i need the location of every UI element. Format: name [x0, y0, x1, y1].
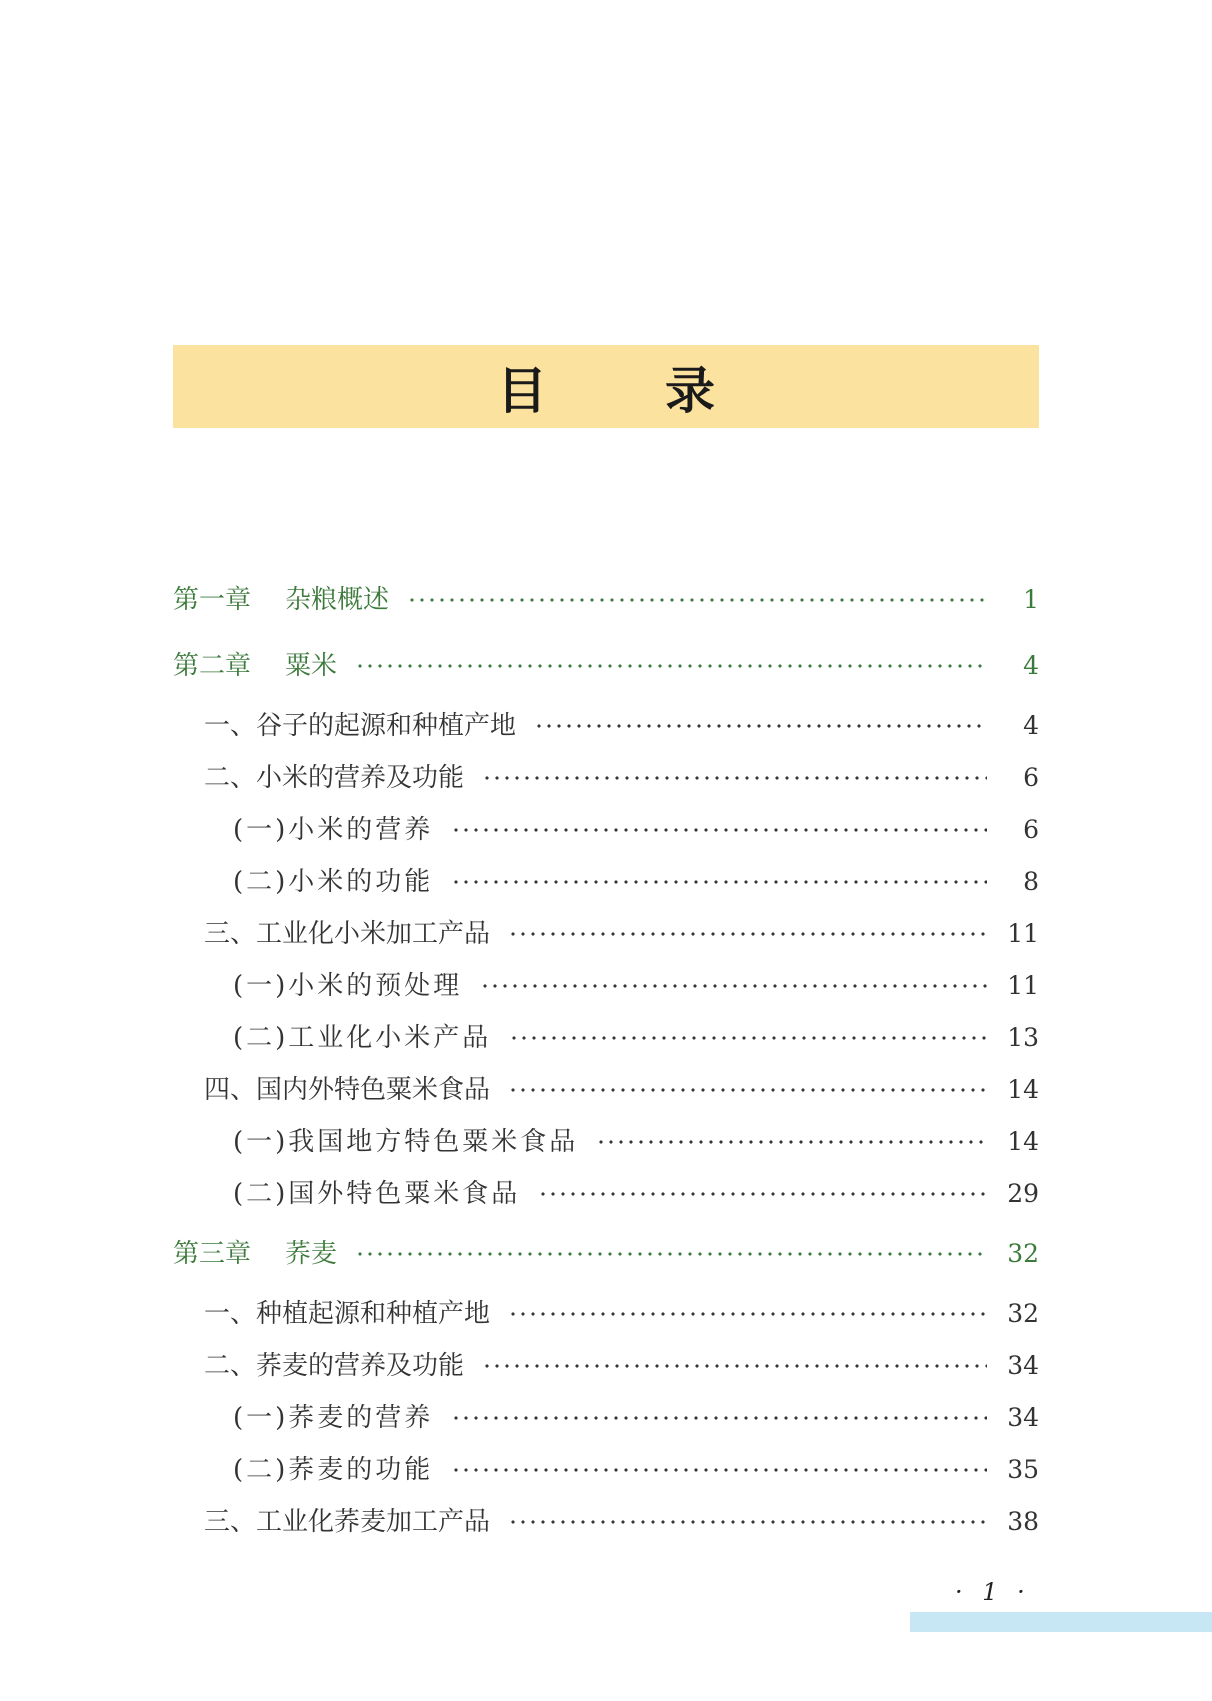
toc-entry-label: 二、小米的营养及功能	[204, 763, 465, 793]
toc-entry-label: 粟米	[285, 651, 338, 681]
toc-entry-chapter-2[interactable]	[173, 646, 1039, 686]
toc-title: 目录	[497, 361, 833, 420]
toc-entry-page: 11	[1007, 971, 1039, 1000]
dot-leader	[451, 1468, 987, 1472]
toc-entry-page: 34	[1007, 1351, 1039, 1380]
dot-leader	[596, 1140, 987, 1144]
toc-entry-page: 29	[1007, 1179, 1039, 1208]
dot-leader	[508, 1312, 987, 1316]
dot-leader	[407, 598, 987, 602]
toc-entry-subsection[interactable]	[173, 810, 1039, 850]
chapter-number: 第三章	[173, 1239, 252, 1269]
toc-entry-page: 35	[1007, 1455, 1039, 1484]
toc-entry-label: (二)荞麦的功能	[233, 1455, 434, 1485]
toc-entry-label: 四、国内外特色粟米食品	[204, 1075, 491, 1105]
dot-leader	[451, 880, 987, 884]
dot-leader	[480, 984, 987, 988]
toc-entry-subsection[interactable]	[173, 966, 1039, 1006]
dot-leader	[538, 1192, 987, 1196]
toc-entry-section[interactable]	[173, 1070, 1039, 1110]
toc-entry-page: 14	[1007, 1127, 1039, 1156]
toc-entry-page: 34	[1007, 1403, 1039, 1432]
dot-leader	[451, 1416, 987, 1420]
dot-leader	[451, 828, 987, 832]
toc-entry-label: 二、荞麦的营养及功能	[204, 1351, 465, 1381]
toc-entry-chapter-1[interactable]	[173, 580, 1039, 620]
toc-entry-section[interactable]	[173, 914, 1039, 954]
toc-entry-section[interactable]	[173, 1294, 1039, 1334]
toc-entry-page: 1	[1023, 585, 1039, 614]
toc-entry-label: 荞麦	[285, 1239, 338, 1269]
toc-entry-label: (二)工业化小米产品	[233, 1023, 492, 1053]
toc-entry-page: 13	[1007, 1023, 1039, 1052]
toc-entry-label: (一)小米的营养	[233, 815, 434, 845]
toc-entry-section[interactable]	[173, 706, 1039, 746]
toc-title-band	[173, 345, 1039, 428]
dot-leader	[355, 664, 987, 668]
toc-entry-label: (一)小米的预处理	[233, 971, 463, 1001]
toc-entry-page: 38	[1007, 1507, 1039, 1536]
dot-leader	[482, 1364, 987, 1368]
toc-entry-label: (一)我国地方特色粟米食品	[233, 1127, 579, 1157]
toc-entry-label: 杂粮概述	[285, 585, 390, 615]
toc-entry-page: 14	[1007, 1075, 1039, 1104]
toc-entry-label: (一)荞麦的营养	[233, 1403, 434, 1433]
toc-entry-label: 一、谷子的起源和种植产地	[204, 711, 517, 741]
toc-entry-page: 4	[1023, 711, 1039, 740]
page-number: · 1 ·	[955, 1578, 1031, 1606]
toc-entry-page: 6	[1023, 815, 1039, 844]
toc-entry-subsection[interactable]	[173, 1398, 1039, 1438]
dot-leader	[508, 1088, 987, 1092]
toc-entry-page: 32	[1007, 1299, 1039, 1328]
toc-entry-page: 11	[1007, 919, 1039, 948]
toc-entry-page: 6	[1023, 763, 1039, 792]
dot-leader	[508, 1520, 987, 1524]
dot-leader	[482, 776, 987, 780]
toc-entry-subsection[interactable]	[173, 862, 1039, 902]
toc-entry-label: 一、种植起源和种植产地	[204, 1299, 491, 1329]
toc-entry-page: 4	[1023, 651, 1039, 680]
chapter-number: 第一章	[173, 585, 252, 615]
toc-entry-label: (二)小米的功能	[233, 867, 434, 897]
toc-entry-subsection[interactable]	[173, 1018, 1039, 1058]
toc-entry-label: 三、工业化小米加工产品	[204, 919, 491, 949]
dot-leader	[509, 1036, 987, 1040]
toc-entry-subsection[interactable]	[173, 1122, 1039, 1162]
toc-entry-label: (二)国外特色粟米食品	[233, 1179, 521, 1209]
chapter-number: 第二章	[173, 651, 252, 681]
toc-entry-subsection[interactable]	[173, 1174, 1039, 1214]
toc-entry-section[interactable]	[173, 1346, 1039, 1386]
toc-entry-page: 8	[1023, 867, 1039, 896]
toc-entry-section[interactable]	[173, 758, 1039, 798]
dot-leader	[355, 1252, 987, 1256]
toc-entry-section[interactable]	[173, 1502, 1039, 1542]
toc-entry-subsection[interactable]	[173, 1450, 1039, 1490]
footer-accent-bar	[910, 1612, 1212, 1632]
toc-entry-page: 32	[1007, 1239, 1039, 1268]
toc-entry-label: 三、工业化荞麦加工产品	[204, 1507, 491, 1537]
dot-leader	[534, 724, 987, 728]
dot-leader	[508, 932, 987, 936]
toc-entry-chapter-3[interactable]	[173, 1234, 1039, 1274]
